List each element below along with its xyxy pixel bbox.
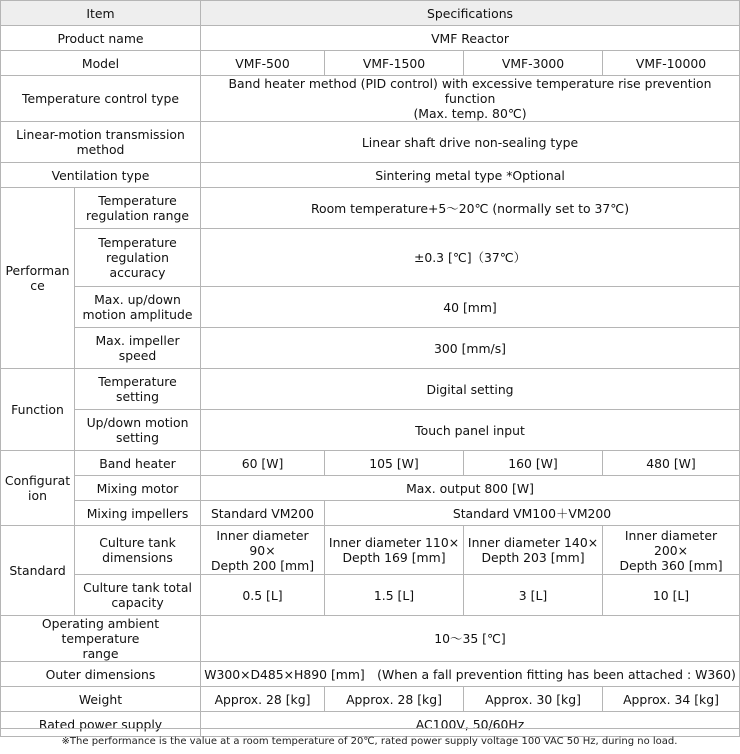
row-label: Culture tank dimensions: [75, 526, 201, 575]
table-row: [1, 163, 740, 188]
row-label: Mixing impellers: [75, 501, 201, 526]
row-value: 40 [mm]: [201, 287, 740, 328]
row-value: Room temperature+5〜20℃ (normally set to 37℃): [201, 188, 740, 229]
table-row: [1, 76, 740, 122]
row-label: Up/down motion setting: [75, 410, 201, 451]
table-row: [1, 369, 740, 410]
tank-dimension-cell: Inner diameter 90× Depth 200 [mm]: [201, 526, 325, 575]
row-label: Rated power supply: [1, 712, 201, 737]
model-cell: VMF-1500: [325, 51, 464, 76]
item-header: Item: [1, 1, 201, 26]
band-heater-cell: 160 [W]: [464, 451, 603, 476]
row-label: Outer dimensions: [1, 662, 201, 687]
table-row: [1, 451, 740, 476]
table-row: [1, 229, 740, 287]
group-label-performance: Performan ce: [1, 188, 75, 369]
row-value: 10〜35 [℃]: [201, 616, 740, 662]
table-row: [1, 26, 740, 51]
band-heater-cell: 60 [W]: [201, 451, 325, 476]
table-row: [1, 287, 740, 328]
table-row: [1, 501, 740, 526]
table-row: [1, 410, 740, 451]
row-label: Product name: [1, 26, 201, 51]
footnote: ※The performance is the value at a room temperature of 20℃, rated power supply voltage 100 VAC 50 Hz, during no load.: [61, 736, 678, 747]
table-row: [1, 662, 740, 687]
group-label-function: Function: [1, 369, 75, 451]
row-label: Weight: [1, 687, 201, 712]
row-value: Linear shaft drive non-sealing type: [201, 122, 740, 163]
row-value: Digital setting: [201, 369, 740, 410]
group-label-standard: Standard: [1, 526, 75, 616]
row-value: AC100V, 50/60Hz: [201, 712, 740, 737]
table-row: [1, 687, 740, 712]
row-label: Temperature setting: [75, 369, 201, 410]
model-cell: VMF-3000: [464, 51, 603, 76]
row-value: 300 [mm/s]: [201, 328, 740, 369]
impeller-cell: Standard VM100＋VM200: [325, 501, 740, 526]
header-row: [1, 1, 740, 26]
specifications-header: Specifications: [201, 1, 740, 26]
tank-capacity-cell: 1.5 [L]: [325, 575, 464, 616]
row-value: ±0.3 [℃]（37℃）: [201, 229, 740, 287]
row-label: Mixing motor: [75, 476, 201, 501]
table-row: [1, 526, 740, 575]
row-label: Operating ambient temperature range: [1, 616, 201, 662]
tank-dimension-cell: Inner diameter 110× Depth 169 [mm]: [325, 526, 464, 575]
model-cell: VMF-10000: [603, 51, 740, 76]
row-label: Temperature control type: [1, 76, 201, 122]
row-value: Sintering metal type *Optional: [201, 163, 740, 188]
weight-cell: Approx. 28 [kg]: [325, 687, 464, 712]
tank-capacity-cell: 10 [L]: [603, 575, 740, 616]
table-row: [1, 476, 740, 501]
row-label: Model: [1, 51, 201, 76]
row-label: Temperature regulation range: [75, 188, 201, 229]
tank-capacity-cell: 3 [L]: [464, 575, 603, 616]
table-row: [1, 51, 740, 76]
row-label: Ventilation type: [1, 163, 201, 188]
row-value: W300×D485×H890 [mm] (When a fall prevention fitting has been attached : W360): [201, 662, 740, 687]
tank-dimension-cell: Inner diameter 200× Depth 360 [mm]: [603, 526, 740, 575]
row-label: Max. impeller speed: [75, 328, 201, 369]
tank-dimension-cell: Inner diameter 140× Depth 203 [mm]: [464, 526, 603, 575]
group-label-configuration: Configurat ion: [1, 451, 75, 526]
weight-cell: Approx. 28 [kg]: [201, 687, 325, 712]
weight-cell: Approx. 34 [kg]: [603, 687, 740, 712]
row-value: Band heater method (PID control) with excessive temperature rise prevention function (Max. temp. 80℃): [201, 76, 740, 122]
model-cell: VMF-500: [201, 51, 325, 76]
row-value: Touch panel input: [201, 410, 740, 451]
table-row: [1, 188, 740, 229]
tank-capacity-cell: 0.5 [L]: [201, 575, 325, 616]
row-label: Temperature regulation accuracy: [75, 229, 201, 287]
table-row: [1, 575, 740, 616]
table-row: [1, 328, 740, 369]
weight-cell: Approx. 30 [kg]: [464, 687, 603, 712]
band-heater-cell: 480 [W]: [603, 451, 740, 476]
table-row: [1, 122, 740, 163]
row-value: VMF Reactor: [201, 26, 740, 51]
row-label: Max. up/down motion amplitude: [75, 287, 201, 328]
row-label: Band heater: [75, 451, 201, 476]
row-value: Max. output 800 [W]: [201, 476, 740, 501]
row-label: Linear-motion transmission method: [1, 122, 201, 163]
band-heater-cell: 105 [W]: [325, 451, 464, 476]
row-label: Culture tank total capacity: [75, 575, 201, 616]
impeller-cell: Standard VM200: [201, 501, 325, 526]
table-row: [1, 616, 740, 662]
